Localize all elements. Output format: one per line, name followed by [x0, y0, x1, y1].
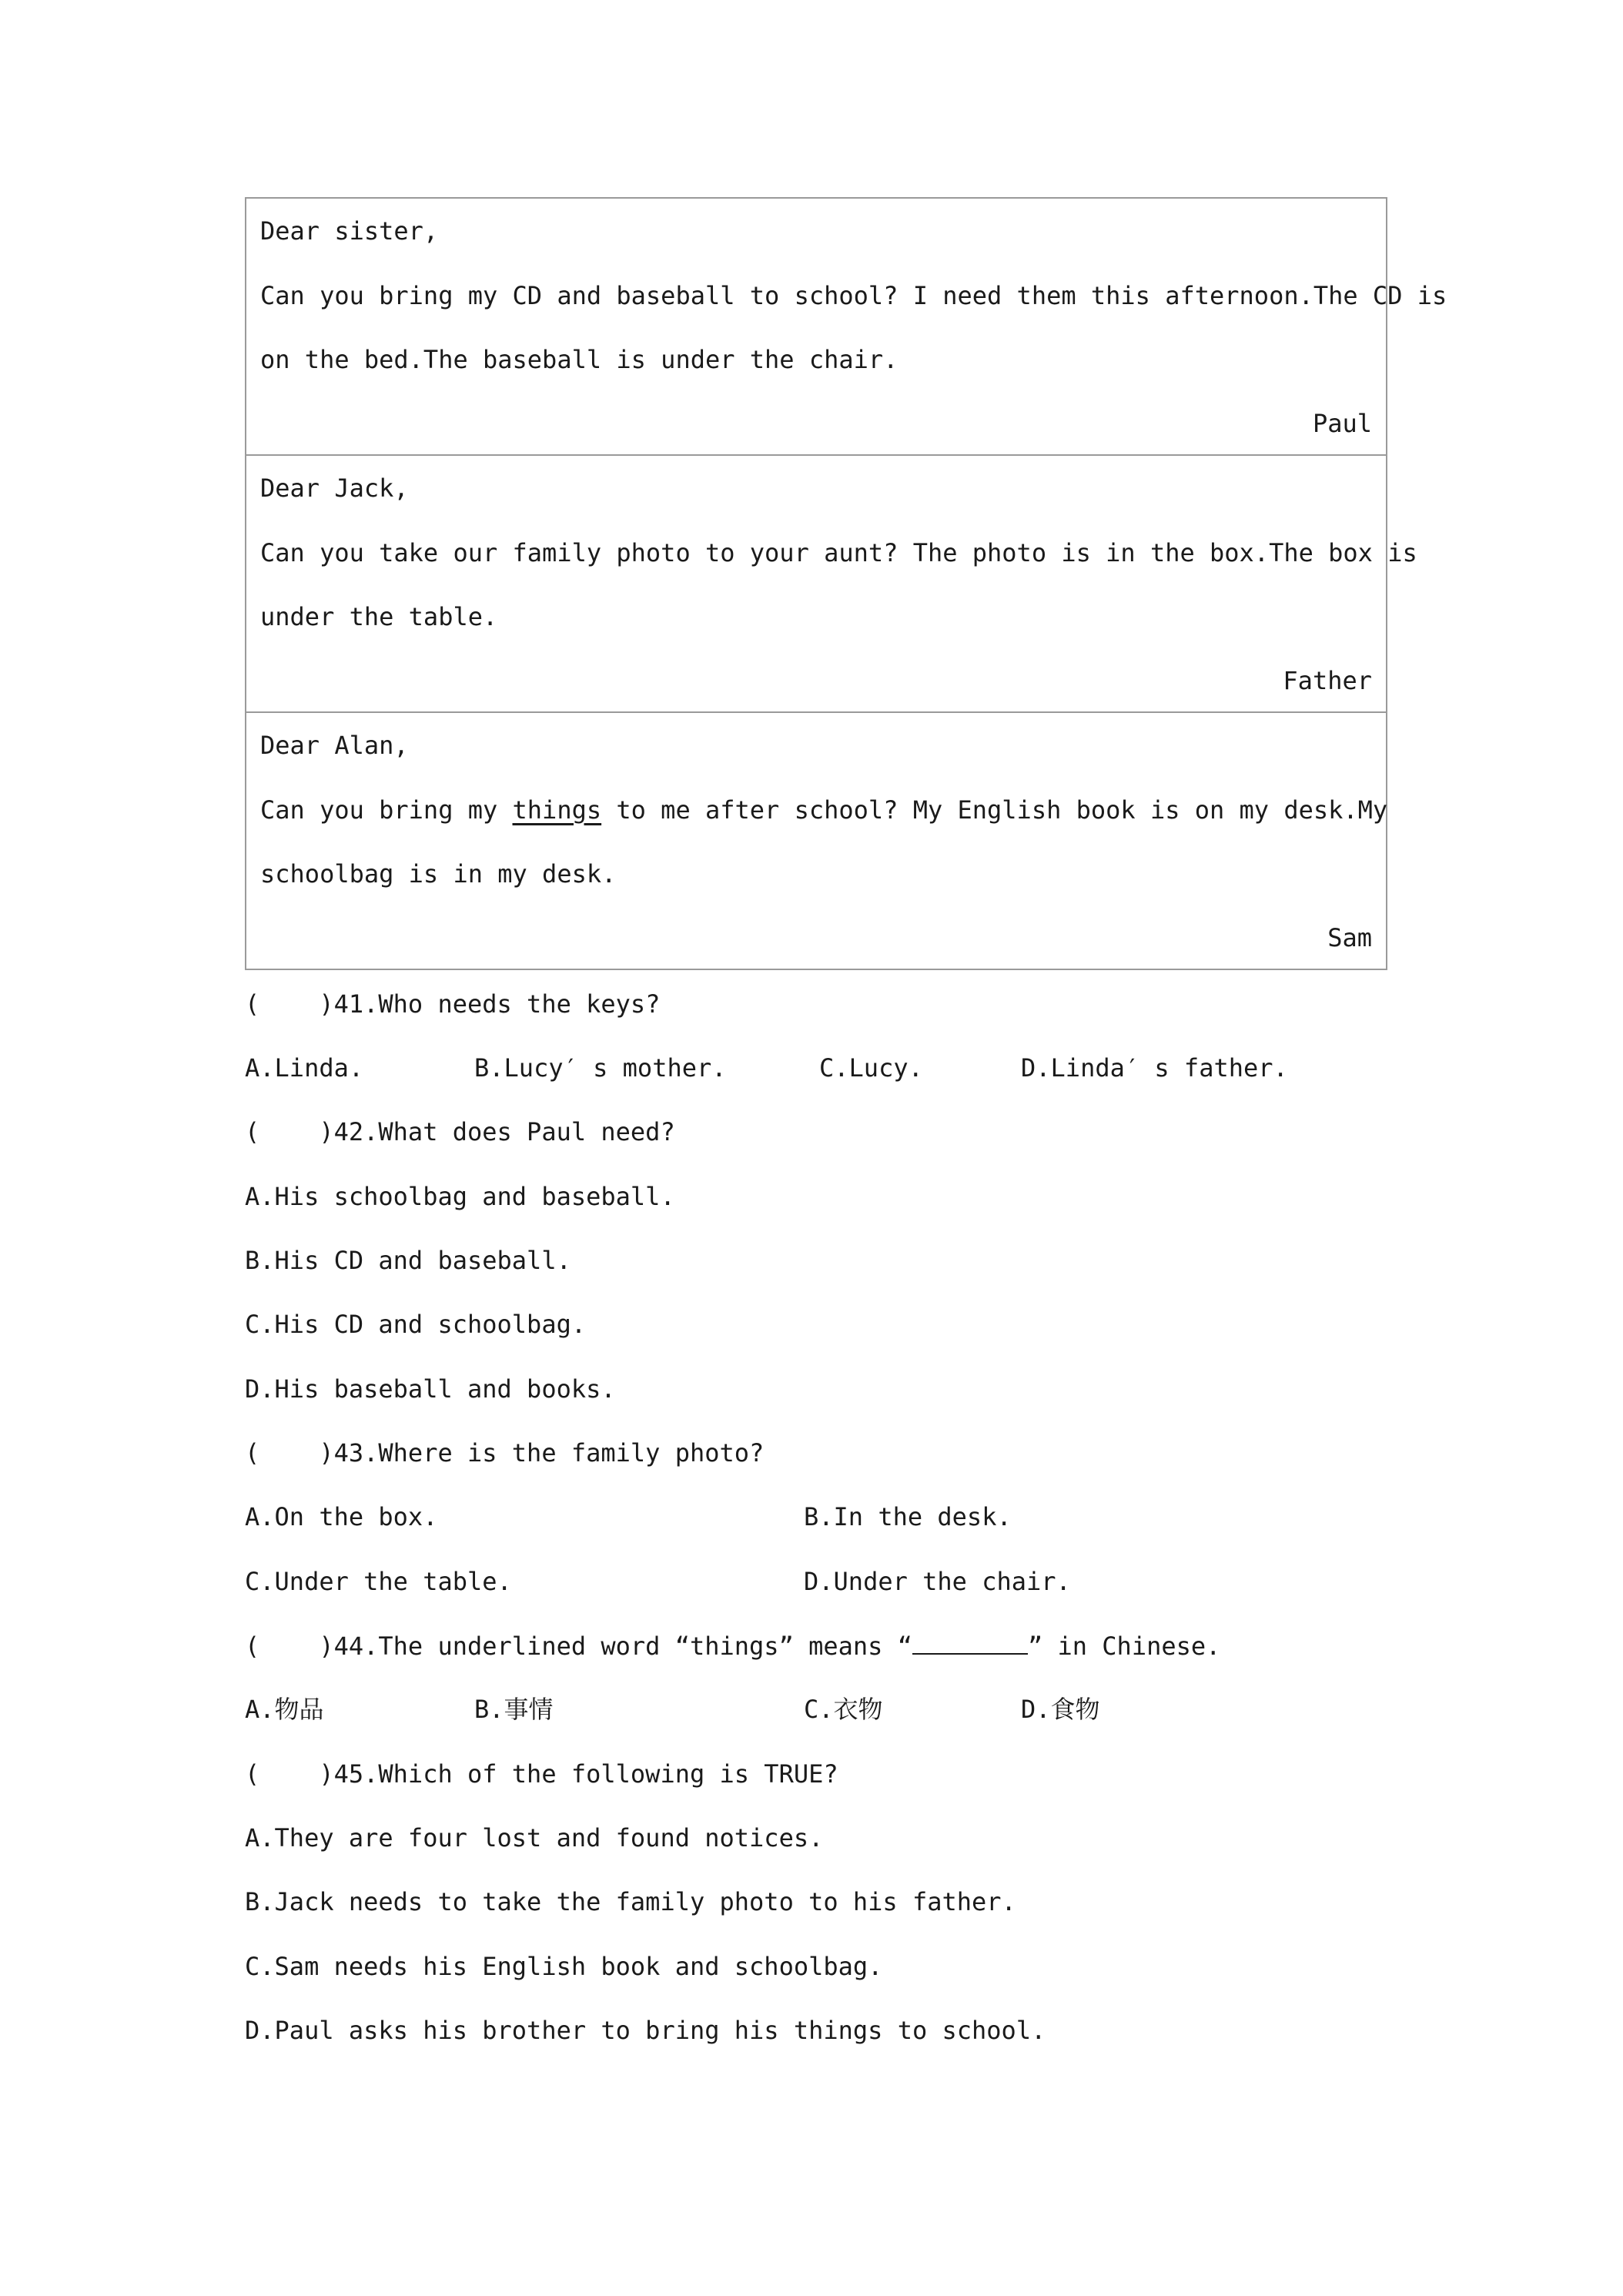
option-43-d: D.Under the chair. — [804, 1567, 1071, 1596]
note-text: Can you bring my — [260, 795, 513, 825]
note-body-line — [260, 795, 1388, 825]
option-45-d: D.Paul asks his brother to bring his things to school. — [245, 2016, 1046, 2045]
option-45-a: A.They are four lost and found notices. — [245, 1823, 824, 1853]
option-41-c: C.Lucy. — [819, 1053, 923, 1083]
note-body-line: Can you take our family photo to your aunt? The photo is in the box.The box is — [260, 538, 1417, 567]
question-text: ( )44.The underlined word “things” means “ — [245, 1632, 912, 1661]
option-43-c: C.Under the table. — [245, 1567, 512, 1596]
note-greeting: Dear sister, — [260, 216, 439, 246]
question-42-stem: ( )42.What does Paul need? — [245, 1117, 675, 1146]
option-44-d: D.食物 — [1021, 1695, 1100, 1724]
answer-blank — [912, 1630, 1028, 1655]
option-41-a: A.Linda. — [245, 1053, 364, 1083]
notes-table — [245, 197, 1447, 970]
question-text: ” in Chinese. — [1027, 1632, 1221, 1661]
option-45-b: B.Jack needs to take the family photo to his father. — [245, 1887, 1016, 1916]
option-42-b: B.His CD and baseball. — [245, 1246, 571, 1275]
question-45-stem: ( )45.Which of the following is TRUE? — [245, 1759, 838, 1789]
note-greeting: Dear Alan, — [260, 731, 409, 760]
option-41-d: D.Linda′ s father. — [1021, 1053, 1288, 1083]
option-42-a: A.His schoolbag and baseball. — [245, 1182, 675, 1211]
option-42-d: D.His baseball and books. — [245, 1374, 616, 1404]
underlined-word: things — [512, 795, 602, 825]
option-45-c: C.Sam needs his English book and schoolbag. — [245, 1952, 883, 1981]
option-44-b: B.事情 — [474, 1695, 554, 1724]
option-44-c: C.衣物 — [804, 1695, 883, 1724]
note-sam — [246, 713, 1386, 970]
question-41-stem: ( )41.Who needs the keys? — [245, 989, 661, 1019]
option-41-b: B.Lucy′ s mother. — [474, 1053, 727, 1083]
option-43-a: A.On the box. — [245, 1502, 438, 1531]
option-42-c: C.His CD and schoolbag. — [245, 1310, 587, 1339]
option-44-a: A.物品 — [245, 1695, 324, 1724]
note-signature: Father — [1283, 666, 1372, 695]
note-signature: Paul — [1312, 409, 1372, 438]
note-paul — [246, 199, 1447, 456]
note-body-line: under the table. — [260, 602, 498, 631]
note-text: to me after school? My English book is on my desk.My — [601, 795, 1388, 825]
note-body-line: Can you bring my CD and baseball to school? I need them this afternoon.The CD is — [260, 281, 1447, 310]
note-greeting: Dear Jack, — [260, 474, 409, 503]
note-body-line: schoolbag is in my desk. — [260, 859, 617, 889]
note-body-line: on the bed.The baseball is under the chair. — [260, 345, 899, 374]
note-father — [246, 456, 1417, 713]
question-44-stem — [245, 1630, 1220, 1662]
note-signature: Sam — [1327, 923, 1372, 952]
option-43-b: B.In the desk. — [804, 1502, 1012, 1531]
question-43-stem: ( )43.Where is the family photo? — [245, 1438, 765, 1468]
